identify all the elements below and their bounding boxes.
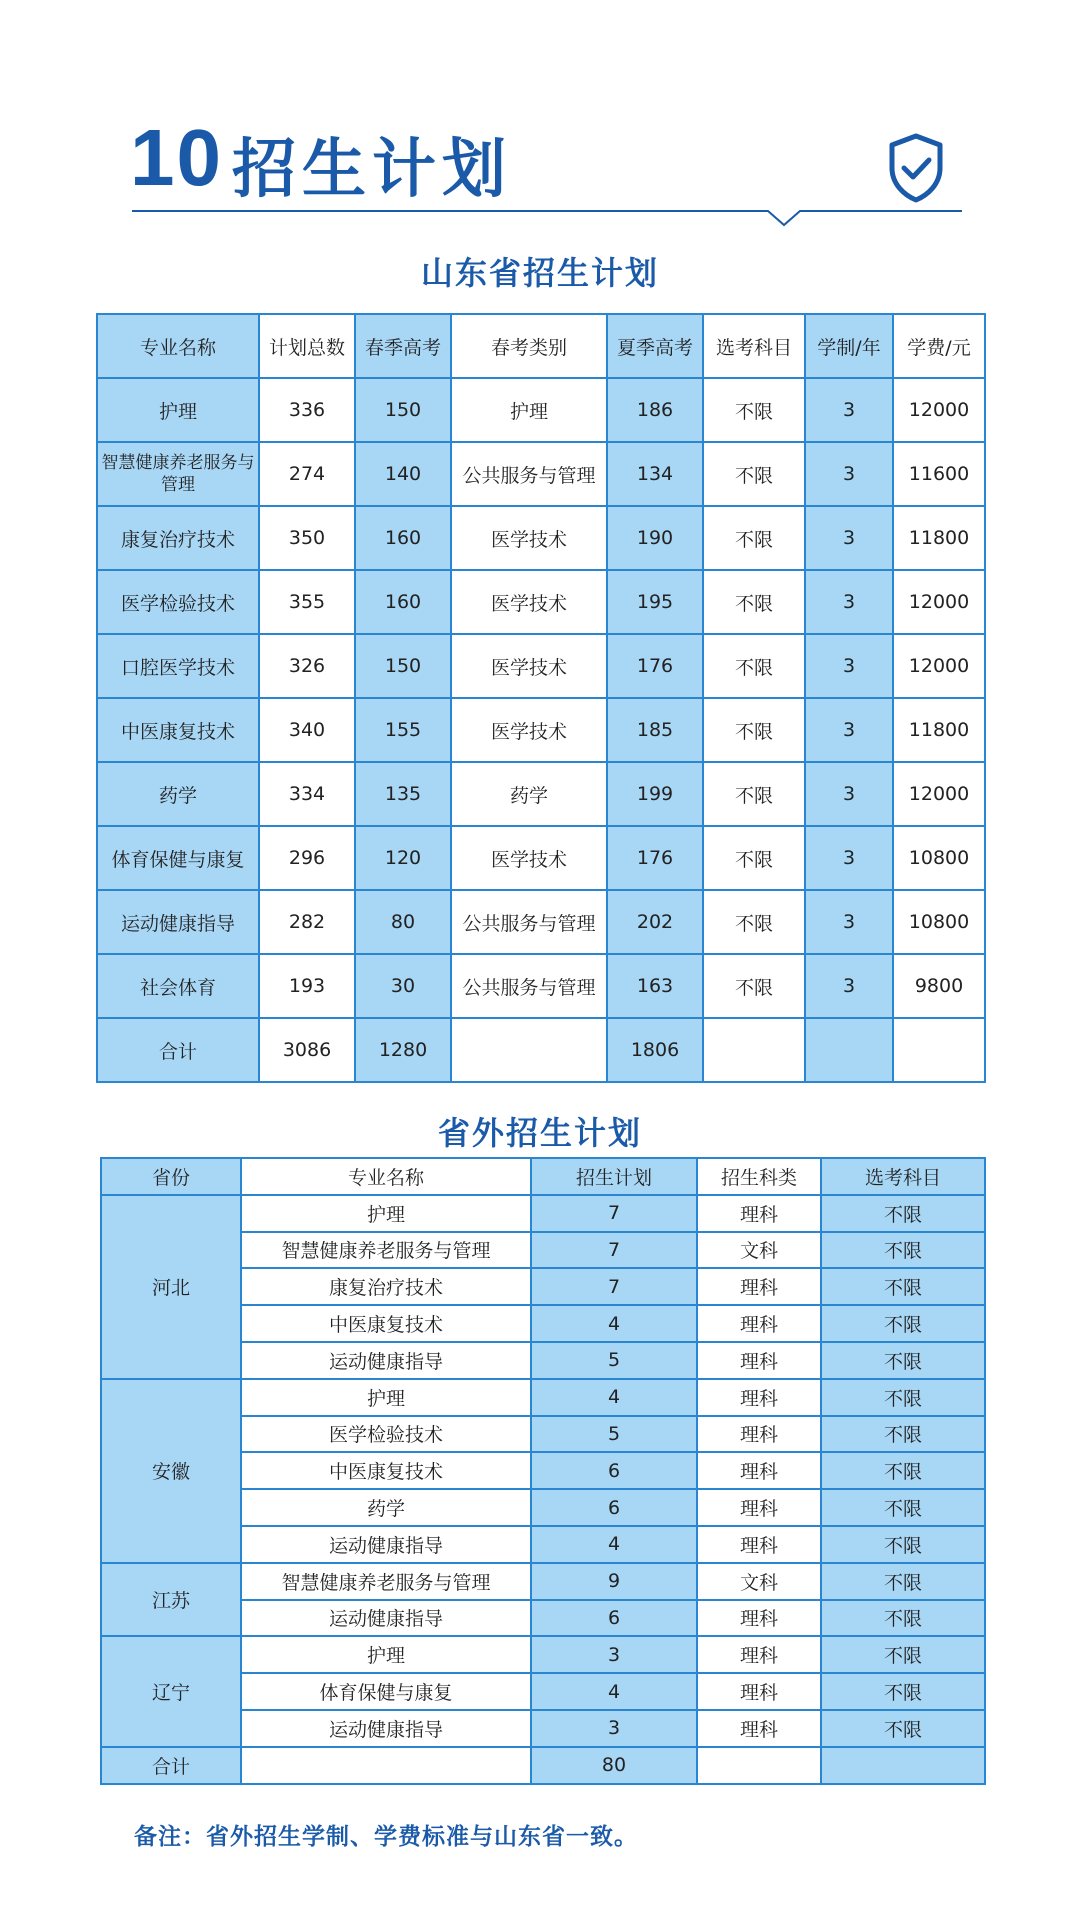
table-cell: 186: [607, 378, 703, 442]
table-cell: 不限: [821, 1636, 985, 1673]
table-cell: 不限: [703, 762, 805, 826]
column-header: 专业名称: [241, 1158, 531, 1195]
table-cell: 不限: [703, 570, 805, 634]
table-cell: 3: [805, 570, 893, 634]
table-cell: 不限: [821, 1416, 985, 1453]
page-header: [0, 0, 1080, 240]
table-cell: 不限: [821, 1268, 985, 1305]
total-cell: [805, 1018, 893, 1082]
table-row: [97, 954, 985, 1018]
table-cell: 3: [805, 506, 893, 570]
outside-section-title: 省外招生计划: [437, 1114, 642, 1152]
table-cell: 195: [607, 570, 703, 634]
table-cell: 不限: [703, 826, 805, 890]
table-cell: 不限: [821, 1232, 985, 1269]
table-cell: 康复治疗技术: [97, 506, 259, 570]
table-cell: 不限: [821, 1195, 985, 1232]
table-cell: 医学检验技术: [97, 570, 259, 634]
total-cell: 1806: [607, 1018, 703, 1082]
province-cell: 河北: [101, 1195, 241, 1379]
table-cell: 11800: [893, 506, 985, 570]
province-cell: 江苏: [101, 1563, 241, 1637]
table-cell: 护理: [241, 1636, 531, 1673]
table-cell: 智慧健康养老服务与管理: [97, 442, 259, 506]
table-cell: 不限: [821, 1342, 985, 1379]
table-cell: 不限: [703, 506, 805, 570]
table-cell: 理科: [697, 1452, 821, 1489]
table-cell: 理科: [697, 1600, 821, 1637]
table-cell: 10800: [893, 826, 985, 890]
table-cell: 3: [805, 762, 893, 826]
total-cell: [451, 1018, 607, 1082]
table-row: [97, 634, 985, 698]
table-cell: 120: [355, 826, 451, 890]
table-row: [97, 826, 985, 890]
shandong-plan-table: [96, 313, 986, 1083]
table-cell: 135: [355, 762, 451, 826]
table-cell: 176: [607, 826, 703, 890]
table-cell: 282: [259, 890, 355, 954]
table-cell: 医学技术: [451, 506, 607, 570]
column-header: 选考科目: [703, 314, 805, 378]
table-row: [101, 1636, 985, 1673]
total-row: [101, 1747, 985, 1784]
table-cell: 文科: [697, 1563, 821, 1600]
total-cell: [703, 1018, 805, 1082]
table-cell: 193: [259, 954, 355, 1018]
total-cell: [697, 1747, 821, 1784]
table-cell: 334: [259, 762, 355, 826]
header-divider: [132, 210, 962, 230]
table-cell: 理科: [697, 1379, 821, 1416]
column-header: 春季高考: [355, 314, 451, 378]
table-cell: 11600: [893, 442, 985, 506]
table-cell: 不限: [821, 1305, 985, 1342]
table-cell: 药学: [97, 762, 259, 826]
table-cell: 5: [531, 1342, 697, 1379]
table-cell: 不限: [703, 954, 805, 1018]
total-cell: [893, 1018, 985, 1082]
table-cell: 199: [607, 762, 703, 826]
table-cell: 医学技术: [451, 570, 607, 634]
table-cell: 护理: [97, 378, 259, 442]
total-cell: 1280: [355, 1018, 451, 1082]
table-cell: 理科: [697, 1195, 821, 1232]
total-row: [97, 1018, 985, 1082]
total-cell: [241, 1747, 531, 1784]
table-cell: 12000: [893, 634, 985, 698]
table-cell: 12000: [893, 570, 985, 634]
table-cell: 不限: [821, 1526, 985, 1563]
table-cell: 医学技术: [451, 634, 607, 698]
table-cell: 中医康复技术: [241, 1452, 531, 1489]
table-cell: 6: [531, 1452, 697, 1489]
table-cell: 350: [259, 506, 355, 570]
table-cell: 150: [355, 634, 451, 698]
shield-check-icon: [886, 132, 946, 204]
page-title: 招生计划: [232, 133, 512, 207]
table-cell: 不限: [703, 890, 805, 954]
table-cell: 3: [805, 954, 893, 1018]
table-row: [101, 1195, 985, 1232]
column-header: 夏季高考: [607, 314, 703, 378]
table-cell: 理科: [697, 1636, 821, 1673]
table-row: [101, 1379, 985, 1416]
table-cell: 140: [355, 442, 451, 506]
table-cell: 6: [531, 1600, 697, 1637]
table-cell: 运动健康指导: [241, 1710, 531, 1747]
total-cell: [821, 1747, 985, 1784]
table-cell: 7: [531, 1268, 697, 1305]
table-cell: 80: [355, 890, 451, 954]
table-cell: 4: [531, 1526, 697, 1563]
table-cell: 文科: [697, 1232, 821, 1269]
table-cell: 理科: [697, 1710, 821, 1747]
table-cell: 12000: [893, 378, 985, 442]
table-cell: 运动健康指导: [241, 1526, 531, 1563]
table-cell: 155: [355, 698, 451, 762]
table-cell: 护理: [451, 378, 607, 442]
outside-plan-table: [100, 1157, 986, 1785]
table-cell: 不限: [703, 698, 805, 762]
table-cell: 160: [355, 570, 451, 634]
total-cell: 合计: [101, 1747, 241, 1784]
table-cell: 3: [805, 698, 893, 762]
table-cell: 理科: [697, 1416, 821, 1453]
table-cell: 医学技术: [451, 826, 607, 890]
table-cell: 5: [531, 1416, 697, 1453]
table-cell: 12000: [893, 762, 985, 826]
column-header: 学制/年: [805, 314, 893, 378]
table-cell: 9: [531, 1563, 697, 1600]
column-header: 招生科类: [697, 1158, 821, 1195]
table-cell: 运动健康指导: [241, 1342, 531, 1379]
table-cell: 理科: [697, 1305, 821, 1342]
table-row: [101, 1563, 985, 1600]
table-row: [97, 378, 985, 442]
table-cell: 体育保健与康复: [241, 1673, 531, 1710]
table-cell: 智慧健康养老服务与管理: [241, 1563, 531, 1600]
table-cell: 不限: [821, 1600, 985, 1637]
table-cell: 不限: [821, 1489, 985, 1526]
table-cell: 不限: [703, 634, 805, 698]
table-cell: 运动健康指导: [241, 1600, 531, 1637]
table-cell: 355: [259, 570, 355, 634]
column-header: 学费/元: [893, 314, 985, 378]
table-cell: 护理: [241, 1379, 531, 1416]
table-cell: 智慧健康养老服务与管理: [241, 1232, 531, 1269]
table-cell: 3: [531, 1636, 697, 1673]
section-number: 10: [130, 113, 223, 202]
table-cell: 不限: [821, 1379, 985, 1416]
table-cell: 160: [355, 506, 451, 570]
shandong-section-title: 山东省招生计划: [420, 254, 659, 292]
table-cell: 163: [607, 954, 703, 1018]
table-cell: 中医康复技术: [241, 1305, 531, 1342]
table-cell: 护理: [241, 1195, 531, 1232]
column-header: 春考类别: [451, 314, 607, 378]
table-cell: 4: [531, 1673, 697, 1710]
table-cell: 326: [259, 634, 355, 698]
table-cell: 康复治疗技术: [241, 1268, 531, 1305]
table-cell: 202: [607, 890, 703, 954]
table-cell: 不限: [821, 1673, 985, 1710]
total-cell: 合计: [97, 1018, 259, 1082]
table-cell: 185: [607, 698, 703, 762]
table-cell: 理科: [697, 1673, 821, 1710]
table-cell: 中医康复技术: [97, 698, 259, 762]
table-cell: 176: [607, 634, 703, 698]
table-cell: 7: [531, 1232, 697, 1269]
table-row: [97, 762, 985, 826]
table-cell: 6: [531, 1489, 697, 1526]
table-cell: 3: [805, 890, 893, 954]
table-cell: 3: [805, 826, 893, 890]
table-cell: 3: [805, 634, 893, 698]
table-cell: 理科: [697, 1489, 821, 1526]
table-cell: 药学: [241, 1489, 531, 1526]
table-header-row: [101, 1158, 985, 1195]
table-cell: 不限: [821, 1452, 985, 1489]
table-cell: 134: [607, 442, 703, 506]
table-row: [97, 698, 985, 762]
table-cell: 理科: [697, 1268, 821, 1305]
table-row: [97, 890, 985, 954]
table-cell: 公共服务与管理: [451, 890, 607, 954]
table-cell: 7: [531, 1195, 697, 1232]
table-row: [97, 506, 985, 570]
table-cell: 3: [805, 442, 893, 506]
province-cell: 安徽: [101, 1379, 241, 1563]
column-header: 计划总数: [259, 314, 355, 378]
table-cell: 4: [531, 1379, 697, 1416]
table-cell: 3: [805, 378, 893, 442]
table-cell: 药学: [451, 762, 607, 826]
table-cell: 公共服务与管理: [451, 442, 607, 506]
table-cell: 不限: [821, 1710, 985, 1747]
table-cell: 公共服务与管理: [451, 954, 607, 1018]
table-cell: 不限: [821, 1563, 985, 1600]
column-header: 省份: [101, 1158, 241, 1195]
table-cell: 3: [531, 1710, 697, 1747]
table-row: [97, 570, 985, 634]
table-cell: 30: [355, 954, 451, 1018]
table-cell: 不限: [703, 378, 805, 442]
table-cell: 体育保健与康复: [97, 826, 259, 890]
footnote: 备注：省外招生学制、学费标准与山东省一致。: [134, 1824, 638, 1850]
table-cell: 理科: [697, 1342, 821, 1379]
table-cell: 社会体育: [97, 954, 259, 1018]
table-cell: 4: [531, 1305, 697, 1342]
table-cell: 9800: [893, 954, 985, 1018]
table-cell: 296: [259, 826, 355, 890]
table-cell: 10800: [893, 890, 985, 954]
table-cell: 医学检验技术: [241, 1416, 531, 1453]
table-cell: 274: [259, 442, 355, 506]
table-row: [97, 442, 985, 506]
total-cell: 80: [531, 1747, 697, 1784]
table-cell: 11800: [893, 698, 985, 762]
total-cell: 3086: [259, 1018, 355, 1082]
column-header: 选考科目: [821, 1158, 985, 1195]
table-cell: 医学技术: [451, 698, 607, 762]
column-header: 招生计划: [531, 1158, 697, 1195]
table-cell: 150: [355, 378, 451, 442]
table-cell: 336: [259, 378, 355, 442]
table-cell: 190: [607, 506, 703, 570]
table-cell: 口腔医学技术: [97, 634, 259, 698]
province-cell: 辽宁: [101, 1636, 241, 1746]
column-header: 专业名称: [97, 314, 259, 378]
table-cell: 理科: [697, 1526, 821, 1563]
table-cell: 运动健康指导: [97, 890, 259, 954]
table-header-row: [97, 314, 985, 378]
table-cell: 340: [259, 698, 355, 762]
table-cell: 不限: [703, 442, 805, 506]
